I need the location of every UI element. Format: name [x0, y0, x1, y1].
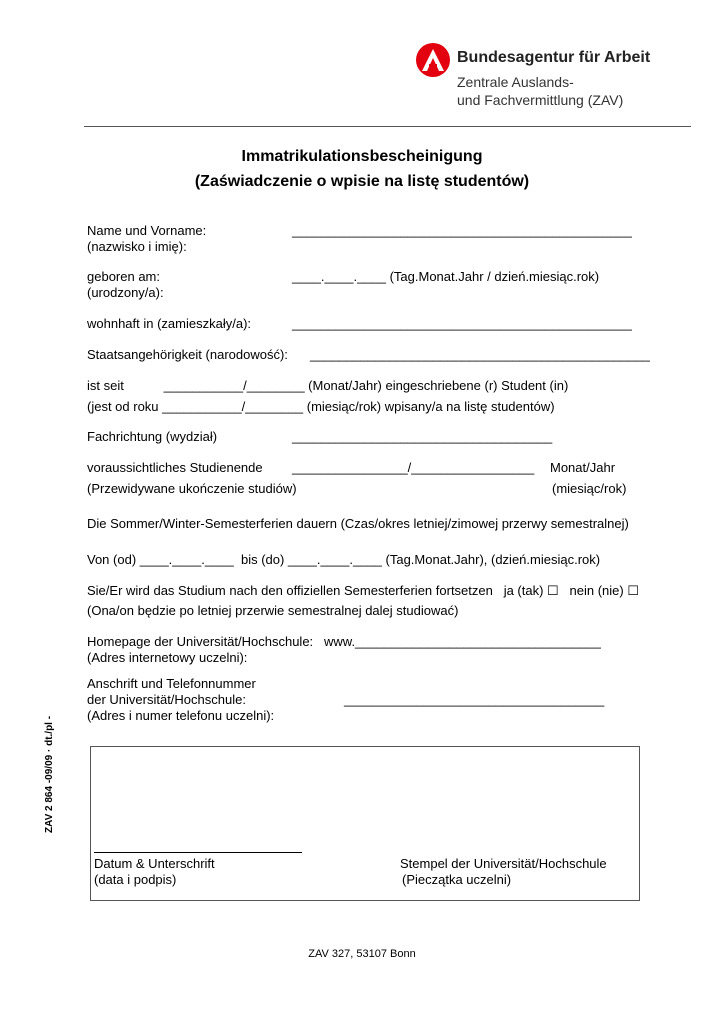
field-label: Fachrichtung (wydział) [87, 429, 218, 444]
signature-line [94, 852, 302, 853]
end-label-pl: (Przewidywane ukończenie studiów) [87, 481, 297, 496]
date-signature-label-pl: (data i podpis) [94, 872, 177, 887]
header-divider [84, 126, 691, 127]
holidays-label: Die Sommer/Winter-Semesterferien dauern (Czas/okres letniej/zimowej przerwy semestralnej) [87, 516, 629, 531]
footer-address: ZAV 327, 53107 Bonn [308, 948, 416, 960]
org-name: Bundesagentur für Arbeit [457, 49, 651, 66]
continue-question[interactable]: Sie/Er wird das Studium nach den offiziellen Semesterferien fortsetzen ja (tak) ☐ nein (nie) ☐ [87, 583, 639, 598]
agency-logo-icon [416, 43, 450, 77]
name-field[interactable]: _______________________________________________ [292, 223, 632, 238]
enrolled-since-line[interactable]: ist seit ___________/________ (Monat/Jahr) eingeschriebene (r) Student (in) [87, 378, 569, 393]
address-label-2: der Universität/Hochschule: [87, 692, 246, 707]
nationality-label: Staatsangehörigkeit (narodowość): [87, 347, 288, 362]
name-label-pl: (nazwisko i imię): [87, 239, 187, 254]
address-field[interactable]: ____________________________________ [344, 692, 605, 707]
end-unit: Monat/Jahr [550, 460, 616, 475]
stamp-label-pl: (Pieczątka uczelni) [402, 872, 512, 887]
enrolled-since-line-pl[interactable]: (jest od roku ___________/________ (miesiąc/rok) wpisany/a na listę studentów) [87, 399, 555, 414]
dept-line-2: und Fachvermittlung (ZAV) [457, 92, 624, 108]
end-field[interactable]: ________________/_________________ [292, 460, 535, 475]
page-subtitle: (Zaświadczenie o wpisie na listę studentów) [194, 173, 530, 190]
homepage-field[interactable]: Homepage der Universität/Hochschule: www.__________________________________ [87, 634, 601, 649]
form-code-vertical: ZAV 2 864 -09/09 · dt./pl - [44, 715, 55, 833]
page-title: Immatrikulationsbescheinigung [241, 148, 483, 165]
address-label-1: Anschrift und Telefonnummer [87, 676, 256, 691]
continue-question-pl: (Ona/on będzie po letniej przerwie semestralnej dalej studiować) [87, 603, 459, 618]
address-label-pl: (Adres i numer telefonu uczelni): [87, 708, 275, 723]
born-field[interactable]: ____.____.____ (Tag.Monat.Jahr / dzień.miesiąc.rok) [292, 269, 600, 284]
field-field[interactable]: ____________________________________ [292, 429, 553, 444]
from-to-field[interactable]: Von (od) ____.____.____ bis (do) ____.____.____ (Tag.Monat.Jahr), (dzień.miesiąc.rok) [87, 552, 601, 567]
resident-label: wohnhaft in (zamieszkały/a): [87, 316, 252, 331]
date-signature-label: Datum & Unterschrift [94, 856, 215, 871]
name-label: Name und Vorname: [87, 223, 207, 238]
logo-mark-icon [416, 43, 450, 77]
born-label: geboren am: [87, 269, 160, 284]
end-label: voraussichtliches Studienende [87, 460, 263, 475]
stamp-label: Stempel der Universität/Hochschule [400, 856, 607, 871]
resident-field[interactable]: _______________________________________________ [292, 316, 632, 331]
dept-line-1: Zentrale Auslands- [457, 74, 574, 90]
born-label-pl: (urodzony/a): [87, 285, 164, 300]
end-unit-pl: (miesiąc/rok) [552, 481, 627, 496]
homepage-label-pl: (Adres internetowy uczelni): [87, 650, 248, 665]
nationality-field[interactable]: _______________________________________________ [310, 347, 650, 362]
